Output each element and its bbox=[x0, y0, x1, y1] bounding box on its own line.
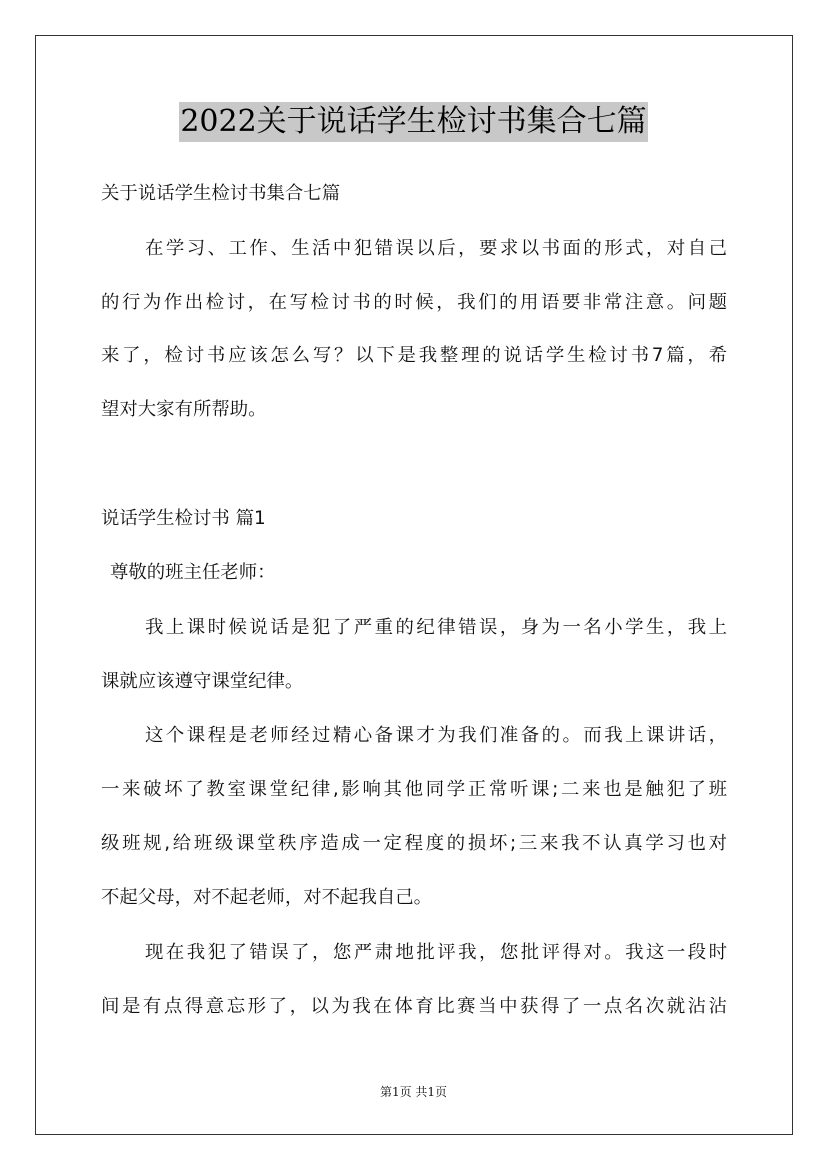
para1-line-1: 我上课时候说话是犯了严重的纪律错误，身为一名小学生，我上 bbox=[145, 617, 727, 638]
intro-line-3: 来了，检讨书应该怎么写？以下是我整理的说话学生检讨书7篇，希 bbox=[101, 345, 727, 366]
section-heading: 说话学生检讨书 篇1 bbox=[101, 508, 266, 529]
para2-line-2: 一来破坏了教室课堂纪律,影响其他同学正常听课;二来也是触犯了班 bbox=[101, 779, 727, 800]
para2-line-1: 这个课程是老师经过精心备课才为我们准备的。而我上课讲话， bbox=[145, 725, 727, 746]
para2-line-3: 级班规,给班级课堂秩序造成一定程度的损坏;三来我不认真学习也对 bbox=[101, 833, 727, 854]
subtitle: 关于说话学生检讨书集合七篇 bbox=[101, 183, 341, 204]
document-title: 2022关于说话学生检讨书集合七篇 bbox=[179, 102, 647, 142]
intro-line-4: 望对大家有所帮助。 bbox=[101, 399, 267, 420]
para2-line-4: 不起父母，对不起老师，对不起我自己。 bbox=[101, 887, 433, 908]
para3-line-2: 间是有点得意忘形了，以为我在体育比赛当中获得了一点名次就沾沾 bbox=[101, 996, 727, 1017]
page-footer: 第1页 共1页 bbox=[379, 1085, 448, 1099]
intro-line-1: 在学习、工作、生活中犯错误以后，要求以书面的形式，对自己 bbox=[145, 238, 727, 259]
intro-line-2: 的行为作出检讨，在写检讨书的时候，我们的用语要非常注意。问题 bbox=[101, 292, 727, 313]
para1-line-2: 课就应该遵守课堂纪律。 bbox=[101, 671, 304, 692]
salutation: 尊敬的班主任老师： bbox=[110, 562, 276, 583]
para3-line-1: 现在我犯了错误了，您严肃地批评我，您批评得对。我这一段时 bbox=[145, 942, 727, 963]
